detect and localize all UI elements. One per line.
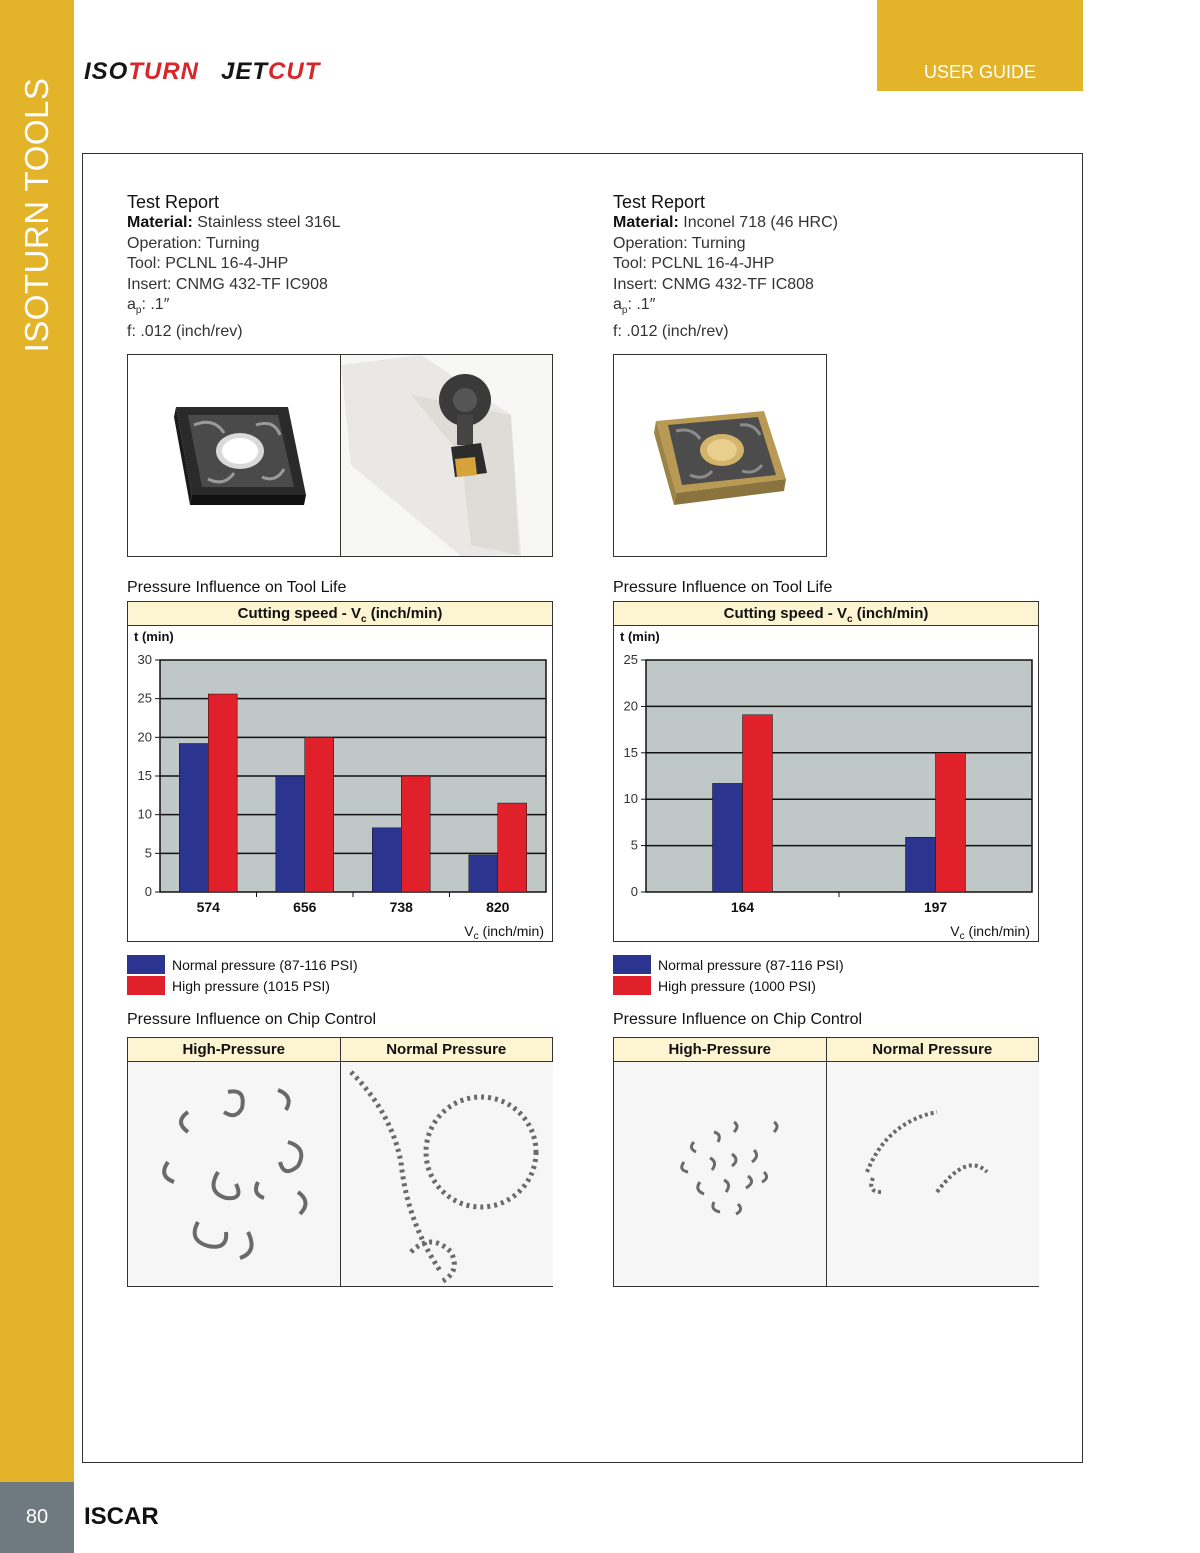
chip-photo-normal (827, 1062, 1039, 1286)
operation-line: Operation: Turning (613, 234, 746, 252)
bar-high-pressure (305, 737, 334, 892)
tool-line: Tool: PCLNL 16-4-JHP (613, 255, 775, 272)
legend-normal-swatch (613, 955, 651, 974)
chart-header-unit: (inch/min) (852, 605, 929, 622)
report-title: Test Report (127, 192, 220, 212)
chart-header-text: Cutting speed - V (237, 605, 361, 622)
footer-brand: ISCAR (84, 1503, 159, 1530)
legend-left (127, 954, 358, 996)
insert-line: Insert: CNMG 432-TF IC908 (127, 275, 328, 293)
y-axis-label: t (min) (620, 629, 660, 644)
insert-photo (614, 355, 826, 556)
tool-line: Tool: PCLNL 16-4-JHP (127, 255, 289, 272)
y-axis-label: t (min) (134, 629, 174, 644)
ap-sub: p (621, 305, 628, 317)
bar-chart-right (614, 626, 1038, 942)
tool-life-title: Pressure Influence on Tool Life (127, 579, 347, 596)
y-tick-label: 25 (623, 652, 638, 667)
legend-normal-label: Normal pressure (87-116 PSI) (172, 956, 358, 973)
legend-normal-label: Normal pressure (87-116 PSI) (658, 956, 844, 973)
logo-jetcut-a: JET (221, 58, 269, 85)
chip-control-title: Pressure Influence on Chip Control (127, 1011, 377, 1028)
x-axis-label: $V_c$ (inch/min) (950, 923, 1030, 942)
x-tick-label: 738 (389, 899, 413, 915)
x-axis-label: $V_c$ (inch/min) (464, 923, 544, 942)
chip-high-label: High-Pressure (614, 1038, 827, 1061)
material-label: Material: (127, 214, 193, 231)
legend-high-swatch (613, 976, 651, 995)
legend-high-swatch (127, 976, 165, 995)
chip-control-table-right (613, 1037, 1039, 1287)
user-guide-tab: USER GUIDE (877, 0, 1083, 91)
x-tick-label: 574 (196, 899, 220, 915)
x-tick-label: 164 (730, 899, 755, 915)
y-tick-label: 0 (630, 884, 638, 899)
ap-a: a (127, 296, 136, 313)
legend-high-label: High pressure (1000 PSI) (658, 977, 816, 994)
product-photos-left (127, 354, 553, 557)
operation-line: Operation: Turning (127, 234, 260, 252)
y-tick-label: 15 (623, 744, 638, 760)
y-tick-label: 30 (137, 652, 152, 667)
bar-chart-left (128, 626, 552, 942)
page-number: 80 (0, 1482, 74, 1553)
legend-high (127, 975, 358, 996)
insert-photo (128, 355, 341, 556)
chip-photo-normal (341, 1062, 553, 1286)
bar-high-pressure (401, 776, 430, 892)
chart-header-text: Cutting speed - V (723, 605, 847, 622)
ap-a: a (613, 296, 622, 313)
chart-header-unit: (inch/min) (366, 605, 443, 622)
material-line (613, 213, 1053, 234)
bar-high-pressure (498, 803, 527, 892)
chip-photo-high (614, 1062, 827, 1286)
y-tick-label: 5 (144, 845, 152, 861)
report-title: Test Report (613, 192, 706, 212)
chip-normal-label: Normal Pressure (386, 1041, 507, 1058)
legend-high-label: High pressure (1015 PSI) (172, 977, 330, 994)
chip-photo-high (128, 1062, 341, 1286)
y-tick-label: 25 (137, 690, 152, 706)
chart-header (614, 602, 1038, 626)
bar-normal-pressure (372, 828, 401, 892)
report-right (613, 154, 1053, 342)
legend-right (613, 954, 844, 996)
material-value: Stainless steel 316L (197, 214, 341, 231)
legend-high (613, 975, 844, 996)
logo-isoturn-a: ISO (84, 58, 129, 85)
bar-normal-pressure (713, 783, 743, 892)
chip-normal-label: Normal Pressure (872, 1041, 993, 1058)
report-left (127, 154, 567, 342)
isoturn-jetcut-logo (84, 58, 320, 86)
tool-life-chart-right (613, 601, 1039, 942)
bar-normal-pressure (276, 776, 305, 892)
material-value: Inconel 718 (46 HRC) (683, 214, 838, 231)
bar-high-pressure (208, 694, 237, 892)
y-tick-label: 15 (137, 768, 152, 783)
legend-normal (127, 954, 358, 975)
feed-line: f: .012 (inch/rev) (127, 322, 243, 340)
y-tick-label: 20 (623, 698, 638, 714)
chart-header-sub: c (360, 614, 367, 625)
toolholder-photo (341, 355, 553, 556)
ap-b: : .1″ (627, 296, 656, 313)
legend-normal-swatch (127, 955, 165, 974)
chip-photos (614, 1062, 1038, 1286)
chart-header (128, 602, 552, 626)
chip-header (614, 1038, 1038, 1062)
tool-life-title: Pressure Influence on Tool Life (613, 579, 833, 596)
ap-line (613, 295, 1053, 322)
x-tick-label: 656 (293, 899, 317, 915)
legend-normal (613, 954, 844, 975)
chip-control-title: Pressure Influence on Chip Control (613, 1011, 863, 1028)
section-title: ISOTURN TOOLS (18, 77, 55, 353)
y-tick-label: 20 (137, 729, 152, 745)
ap-line (127, 295, 567, 322)
chip-photos (128, 1062, 552, 1286)
sidebar (0, 0, 74, 1482)
bar-high-pressure (936, 753, 966, 892)
tool-life-chart-left (127, 601, 553, 942)
y-tick-label: 10 (623, 791, 638, 807)
x-tick-label: 197 (923, 899, 948, 915)
chart-header-sub: c (846, 614, 853, 625)
material-line (127, 213, 567, 234)
feed-line: f: .012 (inch/rev) (613, 322, 729, 340)
logo-jetcut-b: CUT (268, 58, 321, 85)
bar-normal-pressure (906, 837, 936, 892)
material-label: Material: (613, 214, 679, 231)
ap-sub: p (135, 305, 142, 317)
plot-area (646, 660, 1032, 892)
logo-isoturn-b: TURN (128, 58, 199, 85)
ap-b: : .1″ (141, 296, 170, 313)
chip-high-label: High-Pressure (128, 1038, 341, 1061)
y-tick-label: 10 (137, 806, 152, 822)
bar-normal-pressure (469, 855, 498, 892)
bar-normal-pressure (179, 744, 208, 892)
product-photos-right (613, 354, 827, 557)
y-tick-label: 0 (144, 884, 152, 899)
insert-line: Insert: CNMG 432-TF IC808 (613, 275, 814, 293)
y-tick-label: 5 (630, 837, 638, 853)
chip-control-table-left (127, 1037, 553, 1287)
content-frame (82, 153, 1083, 1463)
x-tick-label: 820 (486, 899, 510, 915)
chip-header (128, 1038, 552, 1062)
bar-high-pressure (743, 715, 773, 892)
